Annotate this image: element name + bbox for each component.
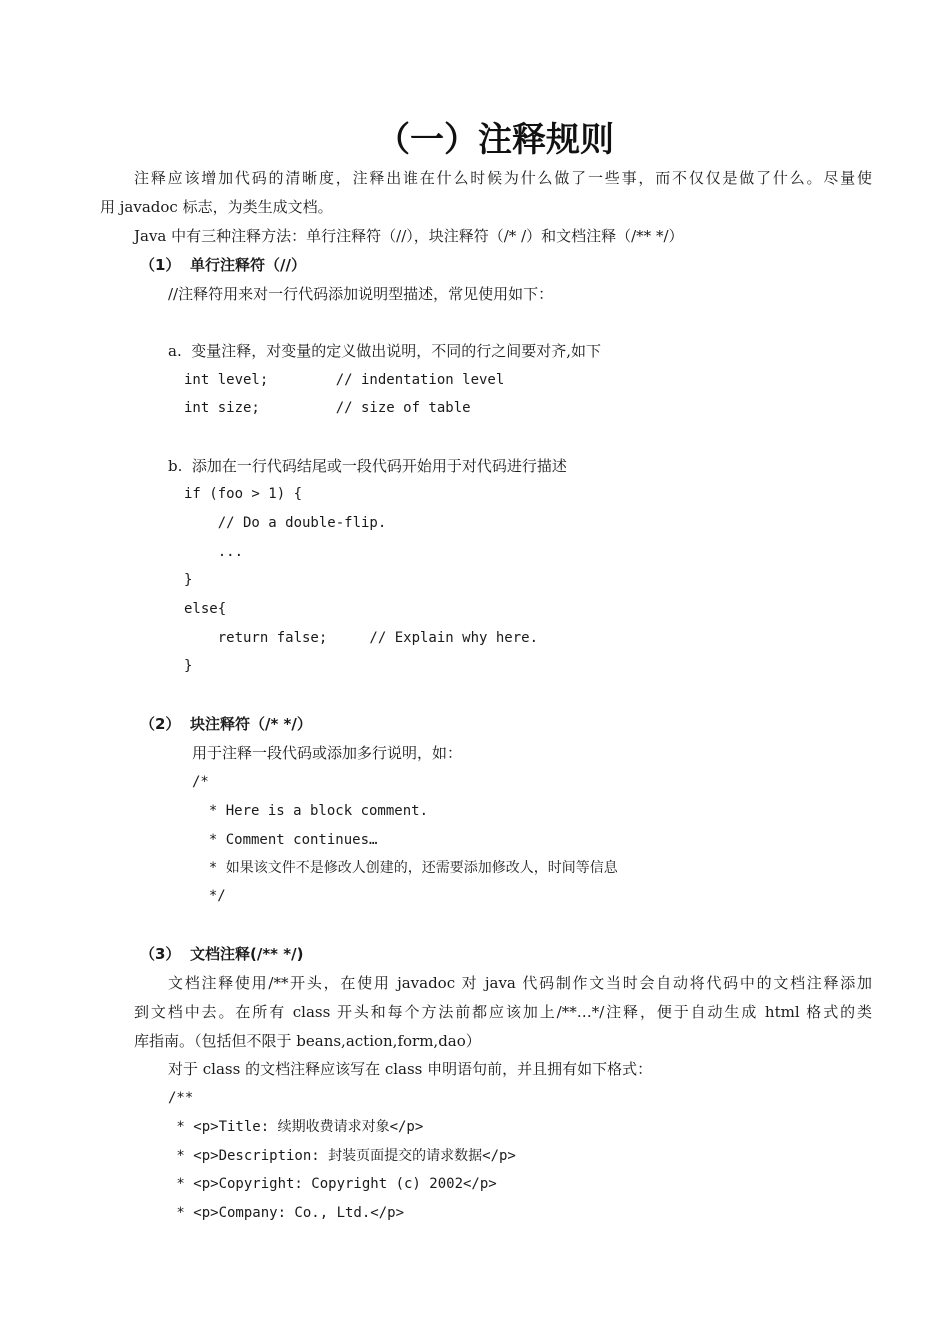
code-line: * <p>Copyright: Copyright (c) 2002</p> bbox=[168, 1176, 497, 1192]
code-line: * 如果该文件不是修改人创建的，还需要添加修改人，时间等信息 bbox=[192, 860, 618, 876]
section1-number: （1） bbox=[140, 256, 181, 274]
code-line: * Here is a block comment. bbox=[192, 803, 429, 819]
section2-number: （2） bbox=[140, 715, 181, 733]
code-line: /* bbox=[192, 774, 209, 790]
section3-title: 文档注释(/** */) bbox=[190, 945, 304, 963]
code-line: } bbox=[184, 572, 193, 588]
section1-description: //注释符用来对一行代码添加说明型描述，常见使用如下： bbox=[168, 285, 554, 303]
intro-paragraph-line: 注释应该增加代码的清晰度，注释出谁在什么时候为什么做了一些事，而不仅仅是做了什么。尽量使 bbox=[134, 169, 872, 187]
section2-heading bbox=[140, 714, 312, 734]
intro-paragraph-line: 用 javadoc 标志，为类生成文档。 bbox=[100, 198, 333, 216]
code-line: } bbox=[184, 658, 193, 674]
section1-item-b: b. 添加在一行代码结尾或一段代码开始用于对代码进行描述 bbox=[168, 457, 567, 475]
code-line: else{ bbox=[184, 601, 227, 617]
intro-comment-types: Java 中有三种注释方法：单行注释符（//），块注释符（/* /）和文档注释（/** */） bbox=[134, 227, 684, 245]
section1-title: 单行注释符（//） bbox=[190, 256, 306, 274]
code-line: * <p>Company: Co., Ltd.</p> bbox=[168, 1205, 405, 1221]
code-line: int size; // size of table bbox=[184, 400, 471, 416]
code-line: * <p>Description: 封装页面提交的请求数据</p> bbox=[168, 1148, 516, 1164]
code-line: return false; // Explain why here. bbox=[184, 630, 539, 646]
section2-description: 用于注释一段代码或添加多行说明，如： bbox=[192, 744, 463, 762]
section1-heading bbox=[140, 255, 306, 275]
code-line: // Do a double-flip. bbox=[184, 515, 387, 531]
section3-paragraph-line: 到文档中去。在所有 class 开头和每个方法前都应该加上/**…*/注释，便于自动生成 html 格式的类 bbox=[134, 1003, 872, 1021]
section3-paragraph-line: 文档注释使用/**开头，在使用 javadoc 对 java 代码制作文当时会自动将代码中的文档注释添加 bbox=[168, 974, 872, 992]
code-line: /** bbox=[168, 1090, 194, 1106]
code-line: int level; // indentation level bbox=[184, 372, 505, 388]
page-title: （一）注释规则 bbox=[376, 120, 614, 160]
code-line: * <p>Title: 续期收费请求对象</p> bbox=[168, 1119, 424, 1135]
section3-heading bbox=[140, 944, 303, 964]
code-line: * Comment continues… bbox=[192, 832, 378, 848]
section3-number: （3） bbox=[140, 945, 181, 963]
code-line: ... bbox=[184, 544, 244, 560]
code-line: if (foo > 1) { bbox=[184, 486, 303, 502]
section1-item-a: a. 变量注释，对变量的定义做出说明，不同的行之间要对齐,如下 bbox=[168, 342, 602, 360]
code-line: */ bbox=[192, 888, 226, 904]
section3-paragraph-line: 库指南。（包括但不限于 beans,action,form,dao） bbox=[134, 1032, 481, 1050]
section2-title: 块注释符（/* */） bbox=[190, 715, 312, 733]
section3-format-intro: 对于 class 的文档注释应该写在 class 申明语句前，并且拥有如下格式： bbox=[168, 1060, 653, 1078]
